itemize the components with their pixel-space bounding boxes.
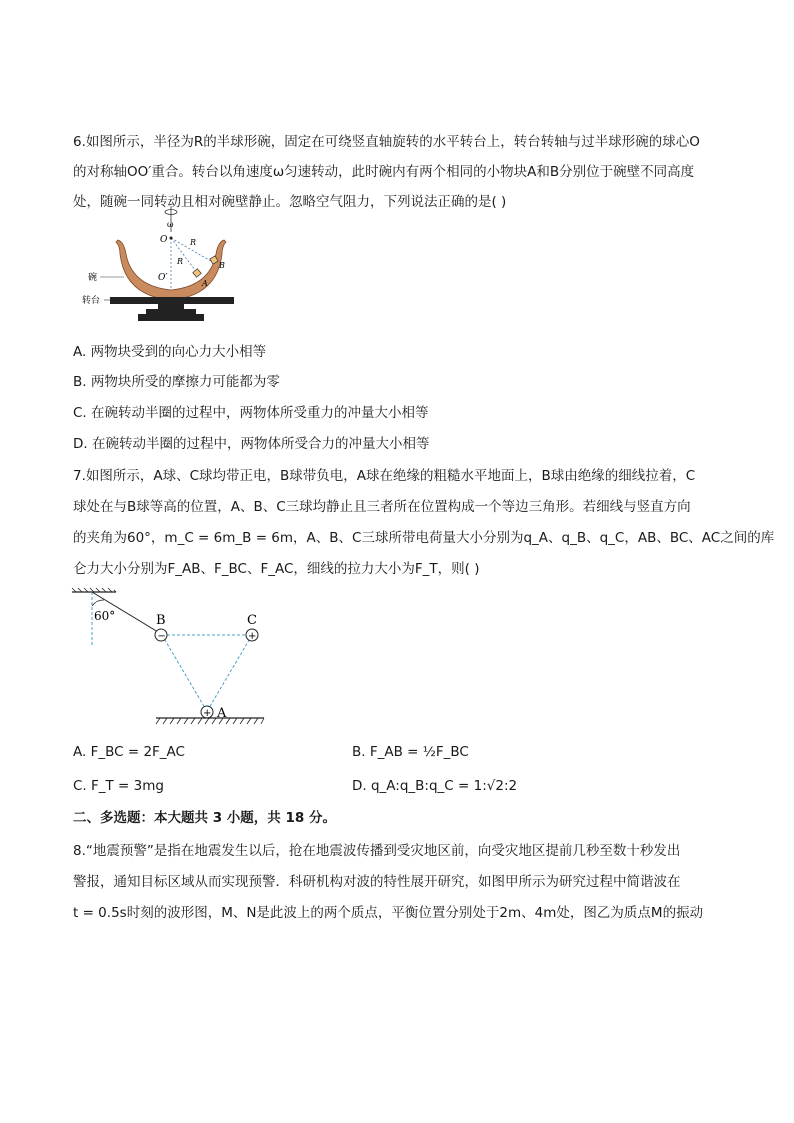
q7-C-sign: + <box>248 631 257 642</box>
q7-text-line-3: 的夹角为60°，m_C = 6m_B = 6m，A、B、C三球所带电荷量大小分别为q_A、q_B、q_C，AB、BC、AC之间的库 <box>73 530 775 546</box>
q8-text-line-2: 警报，通知目标区域从而实现预警．科研机构对波的特性展开研究，如图甲所示为研究过程中简谐波在 <box>73 874 681 890</box>
q7-A-sign: + <box>203 708 212 719</box>
q8-text-line-3: t = 0.5s时刻的波形图，M、N是此波上的两个质点，平衡位置分别处于2m、4m处，图乙为质点M的振动 <box>73 905 704 921</box>
q7-option-d: D. q_A:q_B:q_C = 1:√2:2 <box>352 778 518 794</box>
q6-option-a: A. 两物块受到的向心力大小相等 <box>73 344 267 360</box>
q6-bowl-figure <box>78 202 238 328</box>
q7-option-a: A. F_BC = 2F_AC <box>73 744 185 760</box>
q6-option-b: B. 两物块所受的摩擦力可能都为零 <box>73 374 280 390</box>
q7-C-label: C <box>247 613 257 628</box>
q6-O-prime-label: O′ <box>158 273 168 283</box>
q7-B-sign: − <box>157 631 166 642</box>
q7-triangle-figure <box>70 586 270 728</box>
section-title-multiple-choice: 二、多选题：本大题共 3 小题，共 18 分。 <box>73 810 336 826</box>
q6-text-line-1: 6.如图所示，半径为R的半球形碗，固定在可绕竖直轴旋转的水平转台上，转台转轴与过半球形碗的球心O <box>73 134 700 150</box>
q7-angle-label: 60° <box>94 609 116 623</box>
q7-B-label: B <box>156 613 166 628</box>
q7-option-b: B. F_AB = ½F_BC <box>352 744 469 760</box>
q6-option-d: D. 在碗转动半圈的过程中，两物体所受合力的冲量大小相等 <box>73 436 430 452</box>
q6-text-line-3: 处，随碗一同转动且相对碗壁静止。忽略空气阻力，下列说法正确的是( ) <box>73 194 507 210</box>
q6-text-line-2: 的对称轴OO′重合。转台以角速度ω匀速转动，此时碗内有两个相同的小物块A和B分别位于碗壁不同高度 <box>73 164 695 180</box>
q7-A-label: A <box>217 706 227 721</box>
q6-R-label-1: R <box>190 238 197 247</box>
q7-text-line-1: 7.如图所示，A球、C球均带正电，B球带负电，A球在绝缘的粗糙水平地面上，B球由绝缘的细线拉着，C <box>73 468 696 484</box>
q6-block-A <box>193 269 201 277</box>
q6-B-label: B <box>219 261 225 270</box>
q6-O-label: O <box>160 235 168 245</box>
q7-text-line-4: 仑力大小分别为F_AB、F_BC、F_AC，细线的拉力大小为F_T，则( ) <box>73 561 480 577</box>
q6-option-c: C. 在碗转动半圈的过程中，两物体所受重力的冲量大小相等 <box>73 405 429 421</box>
q6-omega-label: ω <box>167 220 174 229</box>
q6-R-label-2: R <box>177 257 184 266</box>
q6-bowl-label: 碗 <box>88 273 98 283</box>
q6-turntable-label: 转台 <box>82 296 101 306</box>
q7-text-line-2: 球处在与B球等高的位置，A、B、C三球均静止且三者所在位置构成一个等边三角形。若细线与竖直方向 <box>73 499 691 515</box>
q8-text-line-1: 8.“地震预警”是指在地震发生以后，抢在地震波传播到受灾地区前，向受灾地区提前几秒至数十秒发出 <box>73 843 681 859</box>
q7-option-c: C. F_T = 3mg <box>73 778 164 794</box>
q6-A-label: A <box>202 279 208 288</box>
